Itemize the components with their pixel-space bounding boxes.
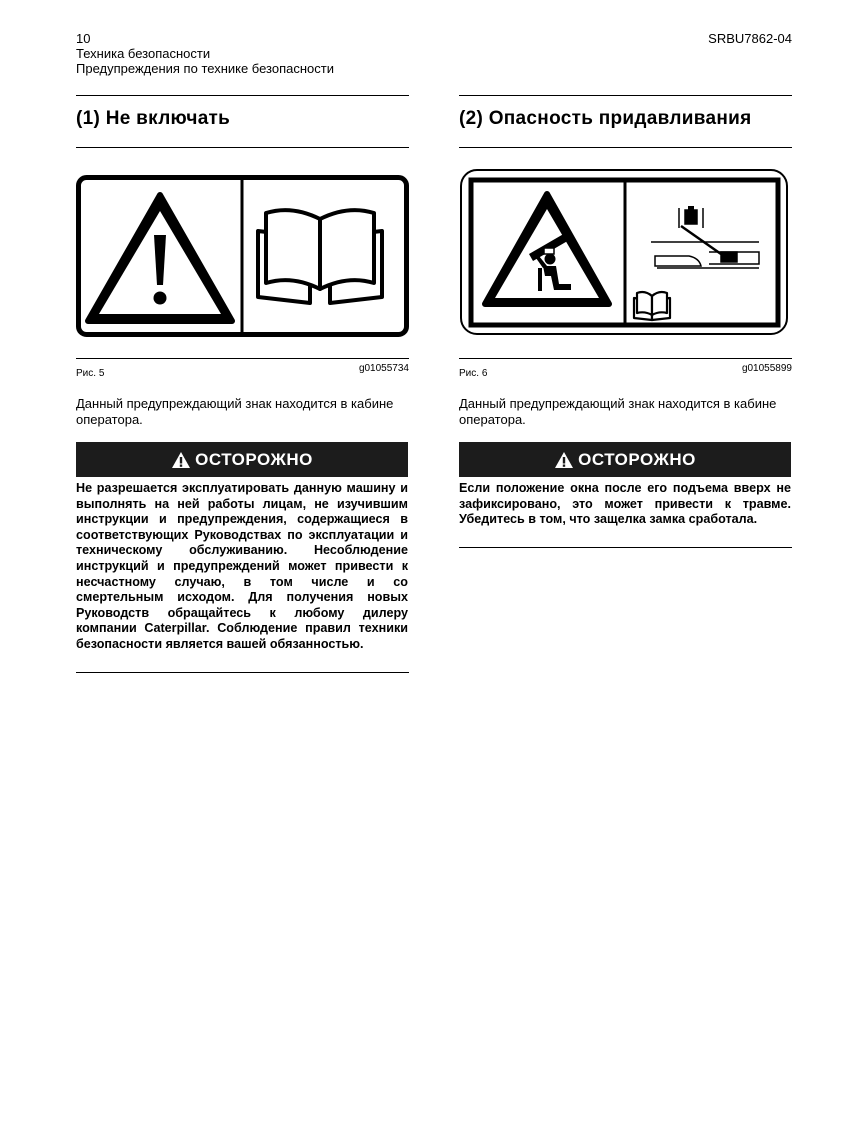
- header-subsection: Предупреждения по технике безопасности: [76, 61, 334, 76]
- manual-book-icon: [634, 292, 670, 320]
- page-number: 10: [76, 31, 91, 46]
- left-warning-header: [76, 442, 408, 477]
- right-fig-code: g01055899: [741, 363, 792, 374]
- left-fig-code: g01055734: [358, 363, 409, 374]
- right-fig-label: Рис. 6: [459, 368, 488, 379]
- left-warning-text: Не разрешается эксплуатировать данную машину и выполнять на ней работы лицам, не изучившим инструкции и предупреждения, содержащиеся в соответствующих Руководствах по эксплуатации и техническому обслуживанию. Несоблюдение инструкций и предупреждений может привести к несчастному случаю, в том числе и со смертельным исходом. Для получения новых Руководств обращайтесь к любому дилеру компании Caterpillar. Соблюдение правил техники безопасности является вашей обязанностью.: [76, 481, 408, 651]
- warning-label: ОСТОРОЖНО: [195, 449, 313, 469]
- section-title-rule: [76, 147, 409, 148]
- section-title-rule: [459, 147, 792, 148]
- right-caption: Данный предупреждающий знак находится в кабине оператора.: [459, 396, 777, 427]
- left-safety-sign: [76, 175, 409, 337]
- figure-rule: [459, 358, 792, 359]
- right-warning-header: [459, 442, 791, 477]
- header-section: Техника безопасности: [76, 46, 211, 61]
- right-safety-sign: [459, 168, 791, 338]
- manual-book-icon: [258, 210, 382, 303]
- left-fig-label: Рис. 5: [76, 368, 105, 379]
- alert-triangle-icon: [554, 451, 574, 469]
- warning-label: ОСТОРОЖНО: [578, 449, 696, 469]
- left-caption: Данный предупреждающий знак находится в кабине оператора.: [76, 396, 394, 427]
- right-warning-bottom-rule: [459, 547, 792, 548]
- left-warning-bottom-rule: [76, 672, 409, 673]
- alert-triangle-icon: [171, 451, 191, 469]
- page-header: [76, 31, 334, 76]
- doc-code: SRBU7862-04: [708, 31, 792, 46]
- figure-rule: [76, 358, 409, 359]
- section-top-rule: [76, 95, 409, 96]
- right-section-title: (2) Опасность придавливания: [459, 108, 752, 129]
- right-warning-text: Если положение окна после его подъема вверх не зафиксировано, это может привести к травме. Убедитесь в том, что защелка замка сработала.: [459, 481, 791, 527]
- section-top-rule: [459, 95, 792, 96]
- left-section-title: (1) Не включать: [76, 108, 231, 129]
